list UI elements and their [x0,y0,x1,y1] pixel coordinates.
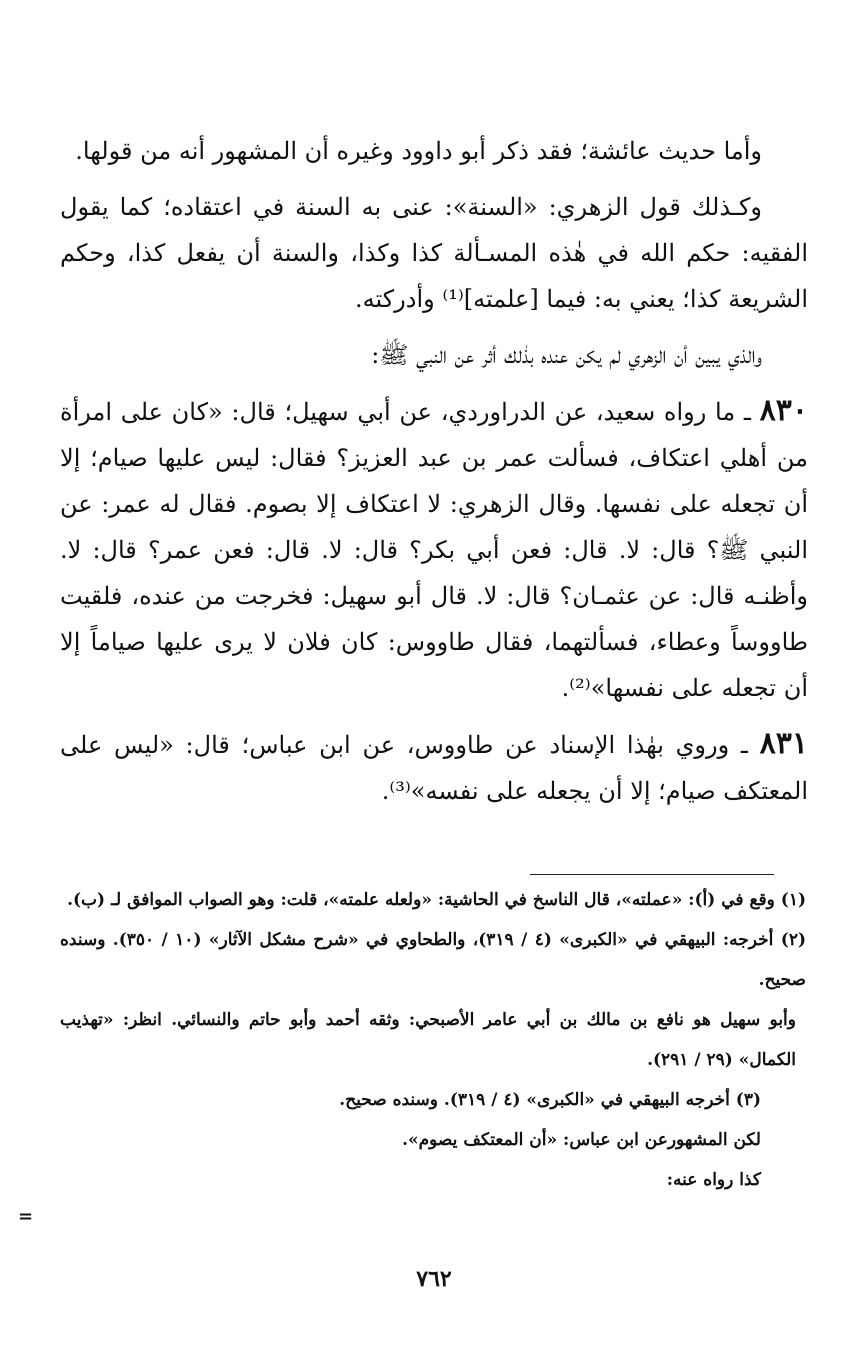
hadith-831 [60,721,808,814]
hadith-830-text: ـ ما رواه سعيد، عن الدراوردي، عن أبي سهيل؛ قال: «كان على امرأة من أهلي اعتكاف، فسألت عمر بن عبد العزيز؟ فقال: ليس عليها صيام؛ إلا أن تجعله على نفسها. وقال الزهري: لا اعتكاف إلا بصوم. فقال له عمر: عن النبي ﷺ؟ قال: لا. قال: فعن أبي بكر؟ قال: لا. قال: فعن عمر؟ قال: لا. وأظنـه قال: عن عثمـان؟ قال: لا. قال أبو سهيل: فخرجت من عنده، فلقيت طاووساً وعطاء، فسألتهما، فقال طاووس: كان فلان لا يرى عليها صياماً إلا أن تجعله على نفسها»⁽²⁾. [60,398,809,702]
footnote-3-transition: كذا رواه عنه: [666,1170,761,1190]
main-text [60,128,808,824]
footnote-2: (٢) أخرجه: البيهقي في «الكبرى» (٤ / ٣١٩)، والطحاوي في «شرح مشكل الآثار» (١٠ / ٣٥٠). وسنده صحيح. [60,930,806,990]
footnote-3-continuation: لكن المشهورعن ابن عباس: «أن المعتكف يصوم». [402,1130,761,1150]
footnote-divider [530,874,774,875]
footnote-3: (٣) أخرجه البيهقي في «الكبرى» (٤ / ٣١٩). وسنده صحيح. [339,1090,761,1110]
footnote-1: (١) وقع في (أ): «عملته»، قال الناسخ في الحاشية: «ولعله علمته»، قلت: وهو الصواب الموافق لـ (ب). [67,890,806,910]
paragraph-zuhri-sunnah: وكـذلك قول الزهري: «السنة»: عنى به السنة في اعتقاده؛ كما يقول الفقيه: حكم الله في هٰذه المسـألة كذا وكذا، والسنة أن يفعل كذا، وحكم الشريعة كذا؛ يعني به: فيما [علمته]⁽¹⁾ وأدركته. [60,193,808,313]
hadith-831-text: ـ وروي بهٰذا الإسناد عن طاووس، عن ابن عباس؛ قال: «ليس على المعتكف صيام؛ إلا أن يجعله على نفسه»⁽³⁾. [60,731,808,805]
page-number: ٧٦٢ [416,1266,452,1292]
paragraph-aisha: وأما حديث عائشة؛ فقد ذكر أبو داوود وغيره أن المشهور أنه من قولها. [75,137,762,165]
hadith-830 [60,388,808,711]
footnotes [60,880,806,1200]
hadith-number-831: ٨٣١ [759,726,808,761]
paragraph-evidence-intro: والذي يبين أن الزهري لم يكن عنده بذٰلك أثر عن النبي ﷺ: [371,341,762,369]
footnote-2-narrator: وأبو سهيل هو نافع بن مالك بن أبي عامر الأصبحي: وثقه أحمد وأبو حاتم والنسائي. انظر: «تهذيب الكمال» (٢٩ / ٢٩١). [60,1010,796,1070]
hadith-number-830: ٨٣٠ [759,393,808,428]
continuation-mark: = [18,1206,34,1227]
